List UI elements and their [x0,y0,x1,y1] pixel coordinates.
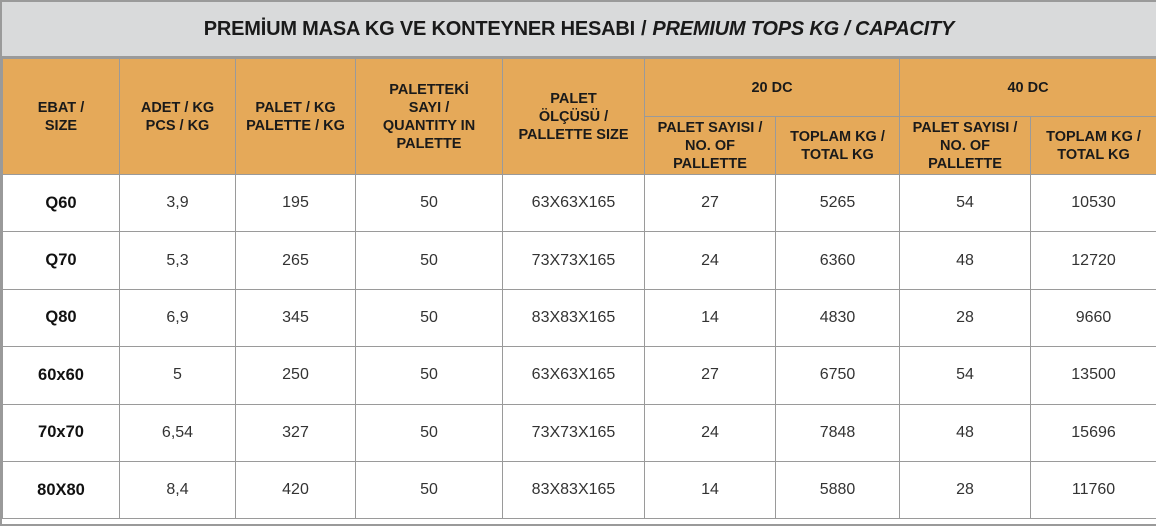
cell-40dc-pallets: 48 [900,232,1031,289]
cell-pcs-kg: 8,4 [120,461,236,518]
cell-pcs-kg: 6,54 [120,404,236,461]
cell-quantity: 50 [356,175,503,232]
table-title [2,2,1156,58]
cell-40dc-pallets: 54 [900,175,1031,232]
header-quantity-in-palette: PALETTEKİ SAYI / QUANTITY IN PALETTE [356,59,503,175]
cell-palette-kg: 250 [236,347,356,404]
header-group-20dc: 20 DC [645,59,900,117]
cell-20dc-pallets: 14 [645,461,776,518]
cell-pcs-kg: 5 [120,347,236,404]
header-palette-kg: PALET / KG PALETTE / KG [236,59,356,175]
cell-40dc-pallets: 28 [900,289,1031,346]
cell-palette-kg: 265 [236,232,356,289]
cell-40dc-pallets: 54 [900,347,1031,404]
header-20dc-total-kg: TOPLAM KG / TOTAL KG [776,117,900,175]
cell-20dc-pallets: 27 [645,347,776,404]
capacity-table [2,58,1156,519]
header-pcs-kg: ADET / KG PCS / KG [120,59,236,175]
cell-20dc-pallets: 24 [645,404,776,461]
cell-20dc-total-kg: 5265 [776,175,900,232]
cell-20dc-pallets: 24 [645,232,776,289]
cell-palette-size: 73X73X165 [503,232,645,289]
header-20dc-no-of-pallette: PALET SAYISI / NO. OF PALLETTE [645,117,776,175]
cell-quantity: 50 [356,289,503,346]
cell-20dc-pallets: 14 [645,289,776,346]
cell-20dc-total-kg: 4830 [776,289,900,346]
table-row [3,289,1156,346]
cell-size: Q60 [3,175,120,232]
cell-palette-size: 73X73X165 [503,404,645,461]
cell-size: 70x70 [3,404,120,461]
cell-pcs-kg: 3,9 [120,175,236,232]
table-row [3,347,1156,404]
cell-quantity: 50 [356,461,503,518]
header-group-40dc: 40 DC [900,59,1156,117]
cell-palette-size: 83X83X165 [503,461,645,518]
cell-palette-size: 83X83X165 [503,289,645,346]
header-40dc-no-of-pallette: PALET SAYISI / NO. OF PALLETTE [900,117,1031,175]
cell-40dc-total-kg: 11760 [1031,461,1156,518]
header-size: EBAT / SIZE [3,59,120,175]
header-palette-size: PALET ÖLÇÜSÜ / PALLETTE SIZE [503,59,645,175]
cell-palette-kg: 327 [236,404,356,461]
cell-size: 80X80 [3,461,120,518]
cell-quantity: 50 [356,347,503,404]
cell-20dc-total-kg: 6360 [776,232,900,289]
cell-40dc-pallets: 48 [900,404,1031,461]
cell-quantity: 50 [356,404,503,461]
cell-palette-kg: 345 [236,289,356,346]
cell-palette-kg: 195 [236,175,356,232]
cell-pcs-kg: 5,3 [120,232,236,289]
cell-40dc-total-kg: 12720 [1031,232,1156,289]
cell-20dc-total-kg: 6750 [776,347,900,404]
title-english: PREMIUM TOPS KG / CAPACITY [652,17,955,40]
cell-40dc-total-kg: 10530 [1031,175,1156,232]
cell-40dc-pallets: 28 [900,461,1031,518]
cell-40dc-total-kg: 15696 [1031,404,1156,461]
cell-size: 60x60 [3,347,120,404]
cell-pcs-kg: 6,9 [120,289,236,346]
table-row [3,461,1156,518]
cell-20dc-total-kg: 5880 [776,461,900,518]
cell-palette-kg: 420 [236,461,356,518]
header-40dc-total-kg: TOPLAM KG / TOTAL KG [1031,117,1156,175]
table-row [3,175,1156,232]
table-row [3,232,1156,289]
cell-size: Q70 [3,232,120,289]
cell-size: Q80 [3,289,120,346]
cell-palette-size: 63X63X165 [503,175,645,232]
cell-palette-size: 63X63X165 [503,347,645,404]
cell-40dc-total-kg: 13500 [1031,347,1156,404]
table-row [3,404,1156,461]
cell-quantity: 50 [356,232,503,289]
title-turkish: PREMİUM MASA KG VE KONTEYNER HESABI [203,17,635,40]
title-separator: / [640,17,647,40]
cell-40dc-total-kg: 9660 [1031,289,1156,346]
cell-20dc-total-kg: 7848 [776,404,900,461]
cell-20dc-pallets: 27 [645,175,776,232]
